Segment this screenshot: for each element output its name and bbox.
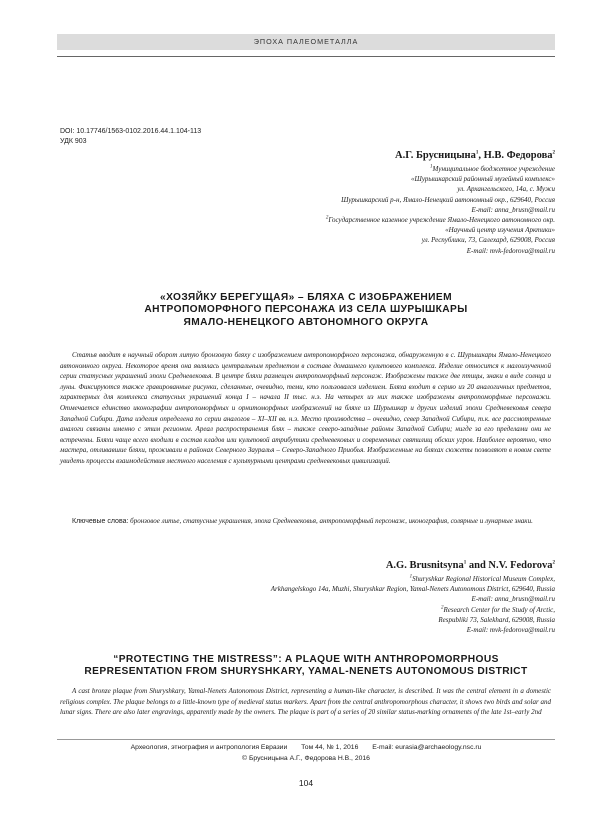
ru-authors: А.Г. Брусницына$^1$, Н.В. Федорова$^2$ [395,150,555,161]
en-title [57,654,555,679]
footer-volume: Том 44, № 1, 2016 [301,744,359,751]
ru-aff-line: Шурышкарский р-н, Ямало-Ненецкий автономный окр., 629640, Россия [341,195,555,204]
ru-aff-line: ул. Республики, 73, Салехард, 629008, Россия [421,236,555,245]
en-email-1[interactable]: E-mail: anna_brusn@mail.ru [471,595,555,604]
ru-abstract: Статья вводит в научный оборот литую бронзовую бляху с изображением антропоморфного персонажа, обнаруженную в с. Шурышкары Ямало-Ненецкого автономного округа. Некоторое время она являлась центральным предметом в составе домашнего культового комплекса. Изделие относится к малоизученной серии статусных украшений эпохи Средневековья. В центре бляхи размещен антропоморфный персонаж. Изображены также две птицы, знаки в виде солнца и луны. Фиксируются также гравированные рисунки, сделанные, очевидно, теми, кто пользовался изделием. Бляха входит в серию из 20 аналогичных предметов, характерных для комплекса статусных украшений конца I – начала II тыс. н.э. На четырех из них также изображены антропоморфные персонажи. Отмечается единство иконографии антропоморфных и орнитоморфных изображений на бляхе из Шурышкар и других изделий эпохи Средневековья севера Западной Сибири. Дата изделия определена по серии аналогов – XI–XII вв. н.э. Место производства – очевидно, север Западной Сибири, т.к. все рассмотренные аналоги связаны именно с этим регионом. Ареал распространения блях – также северо-западные районы Западной Сибири; нигде за его пределами они не встречены. Бляхи чаще всего входили в состав кладов или культовой атрибутики средневековых и современных святилищ обских угров. Наиболее вероятно, что мастера, отливавшие бляхи, проживали в районах Северного Зауралья – Северо-Западного Приобья. Изображенные на бляхах сюжеты позволяют в новом свете увидеть процессы взаимодействия местного населения с культурными центрами средневековых цивилизаций. [60,351,551,465]
ru-aff-line: «Научный центр изучения Арктики» [445,226,555,235]
en-abstract: A cast bronze plaque from Shuryshkary, Yamal-Nenets Autonomous District, representing a human-like character, is described. It was the central element in a domestic religious complex. The plaque belongs to a little-known type of medieval status markers. Apart from the central anthropomorphous character, it shows two birds and solar and lunar signs. There are also later engravings, apparently made by the owners. The plaque is part of a series of 20 similar status-marking ornaments of the late 1st–early 2nd [60,687,551,717]
ru-title-line: АНТРОПОМОРФНОГО ПЕРСОНАЖА ИЗ СЕЛА ШУРЫШКАРЫ [144,304,468,316]
en-author1-sup: 1 [463,560,467,566]
en-aff-line: $^2$Research Center for the Study of Arctic, [440,605,555,614]
ru-aff-line: ул. Архангельского, 14а, с. Мужи [457,185,555,194]
footer-email[interactable]: E-mail: eurasia@archaeology.nsc.ru [372,744,482,751]
ru-title-line: ЯМАЛО-НЕНЕЦКОГО АВТОНОМНОГО ОКРУГА [183,316,429,328]
ru-author2-sup: 2 [552,150,555,156]
header-rule [57,56,555,57]
ru-author1: А.Г. Брусницына [395,150,476,161]
en-aff-line: $^1$Shuryshkar Regional Historical Museum Complex, [409,574,555,583]
footer-journal: Археология, этнография и антропология Евразии [130,744,288,751]
page-number: 104 [298,778,314,788]
ru-aff-line: «Шурышкарский районный музейный комплекс» [411,175,555,184]
footer-rule [57,739,555,740]
en-authors [386,560,555,571]
ru-affiliations [326,164,555,256]
en-authors-conj: and [468,560,486,571]
ru-title [57,292,555,329]
ru-aff-line: $^2$Государственное казенное учреждение Ямало-Ненецкого автономного окр. [325,215,555,225]
ru-email-2[interactable]: E-mail: mvk-fedorova@mail.ru [466,246,555,255]
ru-author2: Н.В. Федорова [483,150,553,161]
en-author2: N.V. Fedorova [488,560,553,571]
en-author2-sup: 2 [552,560,555,566]
en-aff-line: Respubliki 73, Salekhard, 629008, Russia [438,615,555,624]
en-author1: A.G. Brusnitsyna [385,560,464,571]
ru-title-line: «ХОЗЯЙКУ БЕРЕГУЩАЯ» – БЛЯХА С ИЗОБРАЖЕНИЕМ [160,292,452,303]
en-title-line: REPRESENTATION FROM SHURYSHKARY, YAMAL-NENETS AUTONOMOUS DISTRICT [84,666,528,678]
ru-keywords [60,516,551,528]
ru-aff-line: $^1$Муниципальное бюджетное учреждение [430,164,555,173]
running-header: ЭПОХА ПАЛЕОМЕТАЛЛА [57,34,555,50]
en-affiliations [271,574,555,635]
footer-journal-line [57,744,555,751]
ru-keywords-value: бронзовое литье, статусные украшения, эпоха Средневековья, антропоморфный персонаж, иконография, солярные и лунарные знаки. [130,517,533,525]
ru-keywords-label: Ключевые слова: [72,518,129,525]
en-aff-line: Arkhangelskogo 14a, Muzhi, Shuryshkar Region, Yamal-Nenets Autonomous District, 629640, Russia [270,585,555,594]
en-title-line: “PROTECTING THE MISTRESS”: A PLAQUE WITH ANTHROPOMORPHOUS [113,654,499,665]
ru-author1-sup: 1 [475,150,479,156]
footer-copyright: © Брусницына А.Г., Федорова Н.В., 2016 [242,755,370,762]
en-email-2[interactable]: E-mail: mvk-fedorova@mail.ru [466,626,555,635]
ru-email-1[interactable]: E-mail: anna_brusn@mail.ru [471,205,555,214]
udc: УДК 903 [60,138,87,145]
doi[interactable]: DOI: 10.17746/1563-0102.2016.44.1.104-113 [60,128,202,135]
